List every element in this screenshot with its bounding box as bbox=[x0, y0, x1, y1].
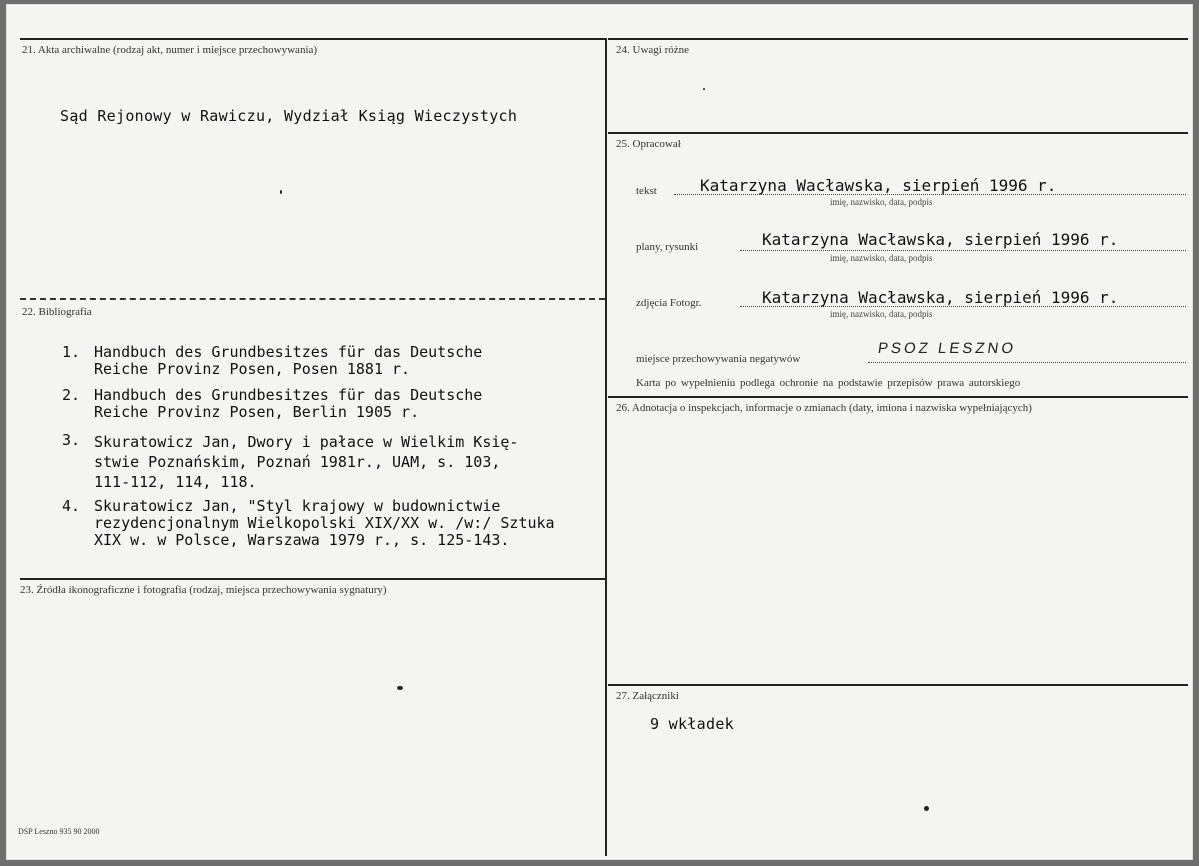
opracowal-plany-label: plany, rysunki bbox=[636, 241, 699, 253]
printer-imprint: DSP Leszno 935 90 2000 bbox=[18, 827, 100, 836]
rule-22-23 bbox=[20, 578, 605, 580]
section-21-value: Sąd Rejonowy w Rawiczu, Wydział Ksiąg Wieczystych bbox=[60, 107, 518, 125]
rule-24-25 bbox=[608, 132, 1188, 134]
top-rule-right bbox=[608, 38, 1188, 40]
opracowal-tekst-label: tekst bbox=[636, 185, 657, 197]
opracowal-tekst-value: Katarzyna Wacławska, sierpień 1996 r. bbox=[700, 176, 1057, 195]
section-27-value: 9 wkładek bbox=[650, 715, 734, 733]
opracowal-plany-value: Katarzyna Wacławska, sierpień 1996 r. bbox=[762, 230, 1119, 249]
section-23-label: 23. Źródła ikonograficzne i fotografia (rodzaj, miejsca przechowywania sygnatury) bbox=[20, 584, 387, 596]
speck bbox=[703, 88, 705, 90]
rule-25-26 bbox=[608, 396, 1188, 398]
opracowal-tekst-hint: imię, nazwisko, data, podpis bbox=[830, 197, 933, 207]
negatives-value: PSOZ LESZNO bbox=[876, 340, 1018, 357]
opracowal-zdjecia-hint: imię, nazwisko, data, podpis bbox=[830, 309, 933, 319]
opracowal-plany-line bbox=[740, 250, 1186, 251]
opracowal-zdjecia-label: zdjęcia Fotogr. bbox=[636, 297, 702, 309]
copyright-note: Karta po wypełnieniu podlega ochronie na podstawie przepisów prawa autorskiego bbox=[636, 377, 1021, 389]
center-divider bbox=[605, 38, 607, 856]
section-26-label: 26. Adnotacja o inspekcjach, informacje o zmianach (daty, imiona i nazwiska wypełniających) bbox=[616, 402, 1032, 414]
negatives-line bbox=[868, 362, 1186, 363]
top-rule-left bbox=[20, 38, 606, 40]
opracowal-zdjecia-value: Katarzyna Wacławska, sierpień 1996 r. bbox=[762, 288, 1119, 307]
opracowal-plany-hint: imię, nazwisko, data, podpis bbox=[830, 253, 933, 263]
speck bbox=[280, 190, 282, 194]
speck bbox=[397, 686, 403, 690]
section-27-label: 27. Załączniki bbox=[616, 690, 679, 702]
negatives-label: miejsce przechowywania negatywów bbox=[636, 353, 801, 365]
rule-21-22 bbox=[20, 298, 605, 300]
section-25-label: 25. Opracował bbox=[616, 138, 681, 150]
rule-26-27 bbox=[608, 684, 1188, 686]
section-21-label: 21. Akta archiwalne (rodzaj akt, numer i miejsce przechowywania) bbox=[22, 44, 318, 56]
section-22-label: 22. Bibliografia bbox=[22, 306, 92, 318]
speck bbox=[924, 806, 929, 811]
section-24-label: 24. Uwagi różne bbox=[616, 44, 690, 56]
record-card: 21. Akta archiwalne (rodzaj akt, numer i miejsce przechowywania) Sąd Rejonowy w Rawiczu, Wydział Ksiąg Wieczystych 22. Bibliografia 1. Handbuch des Grundbesitzes für das Deutsche Reiche Provinz Posen, Posen 1881 r. 2. Handbuch des Grundbesitzes für das Deutsche Reiche Provinz Posen, Berlin 1905 r. 3. Skuratowicz Jan, Dwory i pałace w Wielkim Księ- stwie Poznańskim, Poznań 1981r., UAM, s. 103, 111-112, 114, 118. 4. Skuratowicz Jan, "Styl krajowy w budownictwie rezydencjonalnym Wielkopolski XIX/XX w. /w:/ Sztuka XIX w. w Polsce, Warszawa 1979 r., s. 125-143. 23. Źródła ikonograficzne i fotografia (rodzaj, miejsca przechowywania sygnatury) 24. Uwagi różne 25. Opracował tekst Katarzyna Wacławska, sierpień 1996 r. imię, nazwisko, data, podpis plany, rysunki Katarzyna Wacławska, sierpień 1996 r. imię, nazwisko, data, podpis zdjęcia Fotogr. Katarzyna Wacławska, sierpień 1996 r. imię, nazwisko, data, podpis miejsce przechowywania negatywów PSOZ LESZNO Karta po wypełnieniu podlega ochronie na podstawie przepisów prawa autorskiego 26. Adnotacja o inspekcjach, informacje o zmianach (daty, imiona i nazwiska wypełniających) 27. Załączniki 9 wkładek DSP Leszno 935 90 2000 bbox=[6, 4, 1193, 860]
